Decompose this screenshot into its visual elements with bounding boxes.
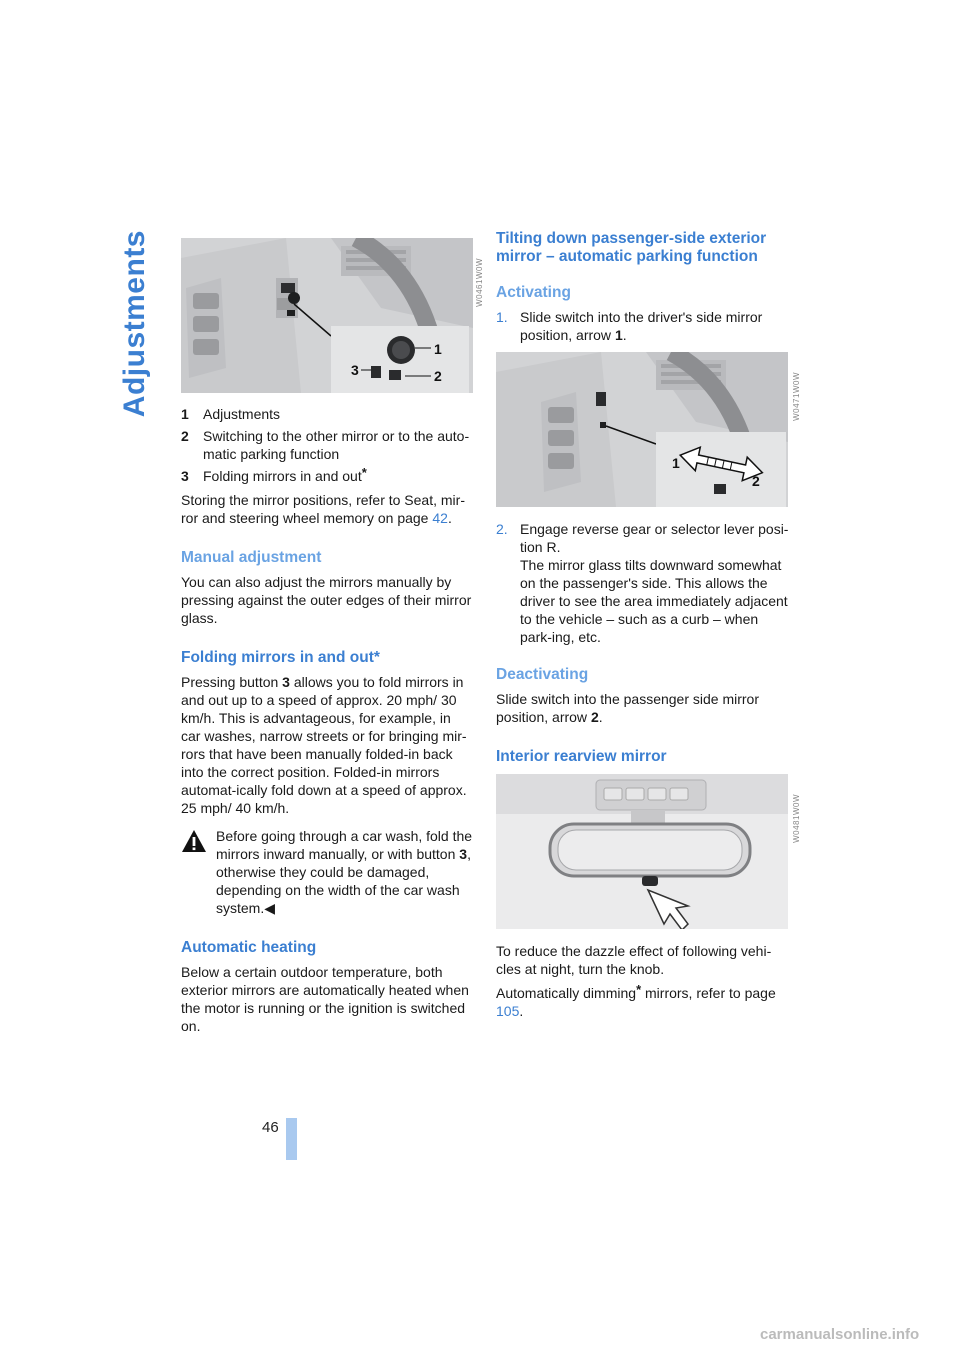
parking-function-figure	[496, 352, 801, 507]
folding-mirrors-heading: Folding mirrors in and out*	[181, 649, 380, 666]
page-bar	[286, 1118, 297, 1160]
activating-heading: Activating	[496, 284, 571, 301]
callout-1: 1	[434, 341, 442, 357]
legend-list	[181, 405, 473, 485]
folding-mirrors-text: Pressing button 3 allows you to fold mirrors in and out up to a speed of approx. 20 mph/ 30 km/h. This is advantageous, for example, in car washes, narrow streets or for bringing mir-rors that have been manually folded-in back into the correct position. Folded-in mirrors automat-ically fold down at a speed of approx. 25 mph/ 40 km/h.	[181, 674, 467, 816]
interior-mirror-heading: Interior rearview mirror	[496, 748, 667, 765]
auto-dimming-paragraph: Automatically dimming* mirrors, refer to page 105.	[496, 982, 776, 1019]
deactivating-text: Slide switch into the passenger side mirror position, arrow 2.	[496, 691, 760, 725]
mirror-switch-illustration	[181, 238, 473, 393]
step-1: 1. Slide switch into the driver's side mirror position, arrow 1.	[496, 309, 763, 343]
warning-icon	[181, 829, 207, 853]
manual-adjustment-text: You can also adjust the mirrors manually by pressing against the outer edges of their mirror glass.	[181, 574, 472, 626]
automatic-heating-heading: Automatic heating	[181, 939, 317, 956]
option-star: *	[636, 982, 642, 997]
chapter-title: Adjustments	[118, 230, 151, 418]
callout-2: 2	[434, 368, 442, 384]
option-star: *	[361, 465, 367, 480]
footer-watermark: carmanualsonline.info	[760, 1326, 920, 1343]
callout-3: 3	[351, 362, 359, 378]
mirror-control-figure	[181, 238, 484, 393]
automatic-heating-text: Below a certain outdoor temperature, both exterior mirrors are automatically heated when the motor is running or the ignition is switched on.	[181, 964, 469, 1034]
arrow-1-label: 1	[672, 455, 680, 471]
page-link-105[interactable]: 105	[496, 1003, 520, 1019]
storing-paragraph: Storing the mirror positions, refer to Seat, mir-ror and steering wheel memory on page 42.	[181, 492, 465, 526]
rearview-mirror-illustration	[496, 774, 788, 929]
page-link-42[interactable]: 42	[432, 510, 448, 526]
right-column	[496, 230, 801, 1020]
arrow-2-label: 2	[752, 473, 760, 489]
legend-item: 3 Folding mirrors in and out*	[181, 465, 367, 484]
page-number: 46	[262, 1119, 279, 1136]
left-column	[181, 238, 484, 1035]
figure-code: W0461W0W	[475, 258, 484, 307]
deactivating-heading: Deactivating	[496, 666, 589, 683]
legend-item: 1 Adjustments	[181, 406, 281, 422]
parking-switch-illustration	[496, 352, 788, 507]
manual-adjustment-heading: Manual adjustment	[181, 549, 322, 566]
legend-item: 2 Switching to the other mirror or to the auto-matic parking function	[181, 428, 470, 462]
interior-mirror-figure	[496, 774, 801, 929]
figure-code: W0471W0W	[792, 372, 801, 421]
step-2: 2. Engage reverse gear or selector lever posi-tion R. The mirror glass tilts downward somewhat on the passenger's side. This allows the driver to see the area immediately adjacent to the vehicle – such as a curb – when park-ing, etc.	[496, 521, 789, 645]
car-wash-warning: Before going through a car wash, fold the mirrors inward manually, or with button 3, otherwise they could be damaged, depending on the width of the car wash system.◀	[181, 827, 473, 917]
figure-code: W0481W0W	[792, 794, 801, 843]
interior-mirror-text: To reduce the dazzle effect of following vehi-cles at night, turn the knob.	[496, 943, 772, 977]
end-mark: ◀	[264, 900, 276, 916]
tilting-heading: Tilting down passenger-side exterior mirror – automatic parking function	[496, 230, 767, 265]
